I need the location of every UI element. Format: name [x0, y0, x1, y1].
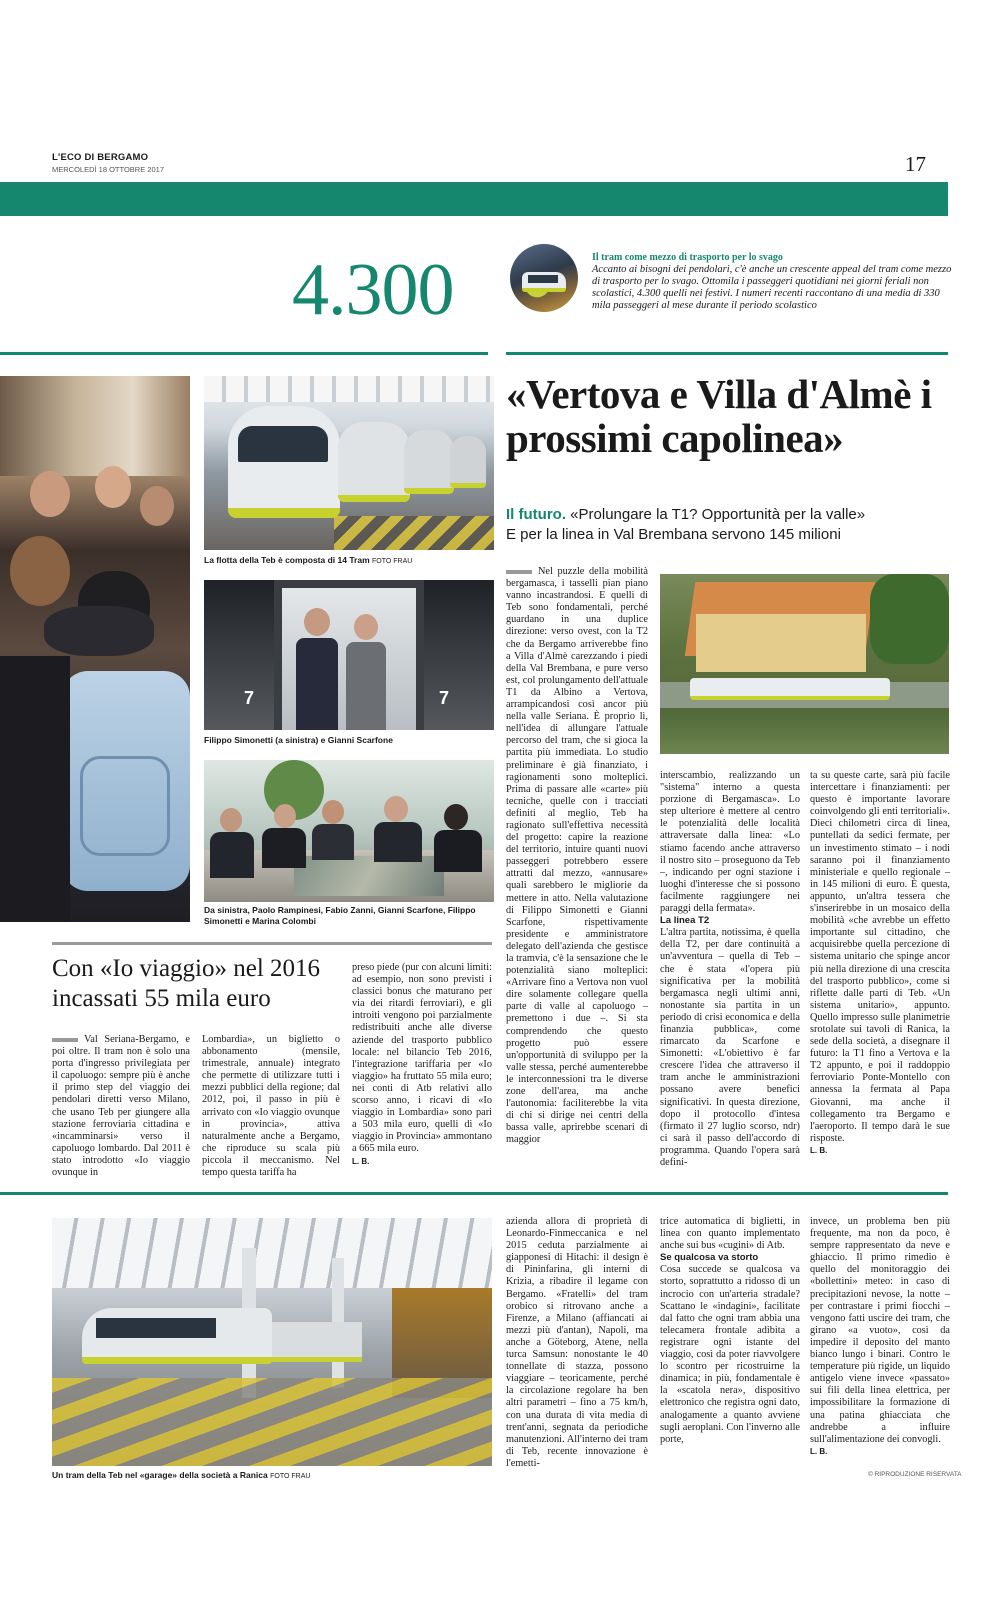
tram-fleet-photo	[204, 376, 494, 550]
side-article-col2: Lombardia», un biglietto o abbonamento (mensile, trimestrale, annuale) integrato che permette di utilizzare tutti i mezzi pubblici della regione; dal 2012, poi, il passo in più è arrivato con «Io viaggio ovunque in provincia», attiva naturalmente anche a Bergamo, che riproduce su scala più piccola il meccanismo. Nel tempo questa tariffa ha	[202, 1034, 340, 1179]
kicker: Il futuro.	[506, 506, 566, 523]
bottom-article-col3: invece, un problema ben più frequente, ma non da poco, è sempre rappresentato da neve e ghiaccio. Il primo rimedio è quello del monitoraggio dei «bollettini» meteo: in caso di precipitazioni nevose, la notte – per contrastare i primi fiocchi – vengono fatti uscire dei tram, che girano «a vuoto», così da impedire il deposito del manto bianco lungo i binari. Contro le temperature più rigide, un liquido antigelo viene invece «passato» sui fili della linea elettrica, per impossibilitare la formazione di una patina ghiacciata che andrebbe a influire sull'alimentazione dei convogli. L. B.	[810, 1216, 950, 1466]
subtitle-b: E per la linea in Val Brembana servono 145 milioni	[506, 526, 841, 543]
side-article-col1: Val Seriana-Bergamo, e poi oltre. Il tram non è solo una porta d'ingresso privilegiata per il capoluogo: sempre più è anche il primo step del viaggio dei pendolari diretti verso Milano, che usano Teb per giungere alla stazione ferroviaria cittadina e «incamminarsi» verso il capoluogo lombardo. Dal 2011 è stato introdotto «Io viaggio ovunque in	[52, 1034, 190, 1179]
section-rule-left	[0, 352, 488, 355]
side-headline: Con «Io viaggio» nel 2016 incassati 55 mila euro	[52, 955, 321, 1012]
subhead-t2: La linea T2	[660, 915, 710, 927]
section-rule-right	[506, 352, 948, 355]
page-number: 17	[905, 152, 926, 176]
meeting-caption: Da sinistra, Paolo Rampinesi, Fabio Zanni, Gianni Scarfone, Filippo Simonetti e Marina Colombi	[204, 905, 476, 926]
stat-text: Accanto ai bisogni dei pendolari, c'è anche un crescente appeal del tram come mezzo di trasporto per lo svago. Ottomila i passeggeri quotidiani nei giorni feriali non scolastici, 4.300 quelli nei festivi. I numeri recenti raccontano di una media di 330 mila passeggeri al mese durante il periodo scolastico	[592, 264, 952, 311]
officials-photo: 7 7	[204, 580, 494, 730]
garage-caption: Un tram della Teb nel «garage» della società a Ranica FOTO FRAU	[52, 1470, 311, 1480]
newspaper-name: L'ECO DI BERGAMO	[52, 152, 149, 163]
stat-tram-photo	[510, 244, 578, 312]
main-signature: L. B.	[810, 1145, 828, 1155]
header-band	[0, 182, 948, 216]
subtitle-a: «Prolungare la T1? Opportunità per la valle»	[570, 506, 866, 523]
meeting-photo	[204, 760, 494, 902]
main-article-col2: interscambio, realizzando un "sistema" interno a questa porzione di Bergamasca». Lo step ulteriore è mettere al centro le potenzialità delle località attraversate dalla linea: «Lo stiamo facendo anche attraverso il nostro sito – proseguono da Teb –, indicando per ogni stazione i luoghi d'interesse che si possono facilmente raggiungere nei paraggi della fermata». La linea T2 L'altra partita, notissima, è quella della T2, per dare continuità a un'avventura – quella di Teb – che è stata «l'opera più significativa per la mobilità bergamasca negli ultimi anni, nonostante sia partita in un periodo di crisi economica e della finanzia pubblica», come rimarcato da Scarfone e Simonetti: «L'obiettivo è far crescere l'idea che attraverso il tram anche le amministrazioni possano avere benefici significativi. In questa direzione, dopo il protocollo d'intesa (firmato il 27 luglio scorso, ndr) ci sarà il passo dell'accordo di programma. Quando l'opera sarà defini-	[660, 770, 800, 1168]
side-signature: L. B.	[352, 1156, 370, 1166]
subhead-storto: Se qualcosa va storto	[660, 1252, 759, 1264]
main-subtitle	[506, 505, 956, 545]
crowd-photo	[0, 376, 190, 922]
main-article-col1: Nel puzzle della mobilità bergamasca, i tasselli pian piano vanno incastrandosi. E quelli di Teb sono fondamentali, perché guardano in una duplice direzione: verso ovest, con la T2 che da Bergamo arriverebbe fino a Villa d'Almè carezzando i piedi della Val Brembana, e pure verso est, col prolungamento dell'attuale T1 da Albino a Vertova, arrampicandosi così ancor più nella valle Seriana. È proprio lì, nell'idea di allungare l'attuale percorso del tram, che si gioca la partita più immediata. Lo studio preliminare è già finanziato, i ragionamenti sono molteplici. Prima di passare alle «carte» più tecniche, quelle con i tracciati definiti al meglio, Teb ha ragionato sull'effettiva necessità del progetto: capire la reazione del territorio, intuire quanti nuovi passeggeri potrebbero essere attratti dal mezzo, «annusare» quali sarebbero le migliorie da mettere in atto. Nella valutazione di Filippo Simonetti e Gianni Scarfone, rispettivamente presidente e amministratore delegato dell'azienda che gestisce la tramvia, c'è la sensazione che le potenzialità siano molteplici: «Arrivare fino a Vertova non vuol dire solamente collegare quella parte di valle al capoluogo – premettono i due –. Si sta comprendendo che questo progetto può essere un'opportunità di sviluppo per la valle stessa, perché aumenterebbe le interconnessioni tra le diverse zone dell'area, ma anche l'autonomia: faciliterebbe la vita di chi si dirige nei centri della bassa valle, aprirebbe scenari di maggior	[506, 566, 648, 1146]
garage-photo	[52, 1218, 492, 1466]
issue-date: MERCOLEDÌ 18 OTTOBRE 2017	[52, 165, 164, 174]
side-rule	[52, 942, 492, 945]
bottom-signature: L. B.	[810, 1446, 828, 1456]
main-headline: «Vertova e Villa d'Almè i prossimi capolinea»	[506, 371, 932, 461]
aerial-photo	[660, 574, 949, 754]
bottom-article-col2: trice automatica di biglietti, in linea con quanto implementato anche sui bus «cugini» di Atb. Se qualcosa va storto Cosa succede se qualcosa va storto, soprattutto a ridosso di un incrocio con un'arteria stradale? Scattano le «indagini», facilitate dal fatto che ogni tram abbia una telecamera frontale adibita a registrare ogni istante del viaggio, così da poter riavvolgere lo scontro per ricostruirne la dinamica; in più, fondamentale è la «scatola nera», dispositivo elettronico che registra ogni dato, analogamente a quanto avviene sugli aeroplani. Con l'inverno alle porte,	[660, 1216, 800, 1445]
stat-title: Il tram come mezzo di trasporto per lo svago	[592, 252, 783, 263]
bottom-article-col1: azienda allora di proprietà di Leonardo-Finmeccanica e nel 2015 ceduta parzialmente ai giapponesi di Hitachi: il design è di Pininfarina, gli interni di Krizia, a ribadire il legame con Bergamo. «Fratelli» del tram orobico si ritrovano anche a Firenze, a Milano (affiancati ai mezzi più d'antan), Napoli, ma anche a Göteborg, Atene, nella turca Samsun: nonostante le 40 tonnellate di stazza, possono viaggiare – teoricamente, perché la circolazione regolare ha ben altri parametri – fino a 75 km/h, con una durata di vita media di trent'anni, segnata da periodiche manutenzioni. All'interno dei tram di Teb, recente innovazione è l'emetti-	[506, 1216, 648, 1469]
officials-caption: Filippo Simonetti (a sinistra) e Gianni Scarfone	[204, 735, 393, 745]
fleet-caption: La flotta della Teb è composta di 14 Tram FOTO FRAU	[204, 555, 413, 565]
main-article-col3: ta su queste carte, sarà più facile intercettare i finanziamenti: per questo è importante lavorare coinvolgendo gli enti territoriali». Dieci chilometri circa di linea, puntellati da sedici fermate, per un investimento stimato – i nodi saranno poi il finanziamento ministeriale e quello regionale – in 145 milioni di euro. È questa, appunto, un'altra tessera che s'inserirebbe in un mosaico della mobilità «che avrebbe un effetto importante sul cittadino, che acquisirebbe quella percezione di sistema unitario che spinge ancor più nella direzione di una crescita del trasporto pubblico», come si riflette dalle parti di Teb. «Un sistema unitario», appunto. Quello impresso sulle planimetrie srotolate sui tavoli di Ranica, la sede della società, a disegnare il futuro: la T1 fino a Vertova e la T2 appunto, e poi il raddoppio ferroviario Ponte-Montello con annessa la fermata al Papa Giovanni, ma anche il collegamento tra Bergamo e l'aeroporto. Il tempo darà le sue risposte. L. B.	[810, 770, 950, 1170]
side-article-col3: preso piede (pur con alcuni limiti: ad esempio, non sono previsti i classici bonus che maturano per via dei ritardi ferroviari), e gli introiti vengono poi parzialmente redistribuiti anche alle diverse aziende del trasporto pubblico locale: nel bilancio Teb 2016, l'integrazione tariffaria per «Io viaggio» ha fruttato 55 mila euro; nei conti di Atb relativi allo scorso anno, i ricavi di «Io viaggio in Lombardia» sono pari a 503 mila euro, quelli di «Io viaggio in Provincia» ammontano a 665 mila euro. L. B.	[352, 962, 492, 1170]
bottom-section-rule	[0, 1192, 948, 1195]
stat-number: 4.300	[292, 249, 454, 331]
copyright-notice: © RIPRODUZIONE RISERVATA	[868, 1471, 962, 1478]
